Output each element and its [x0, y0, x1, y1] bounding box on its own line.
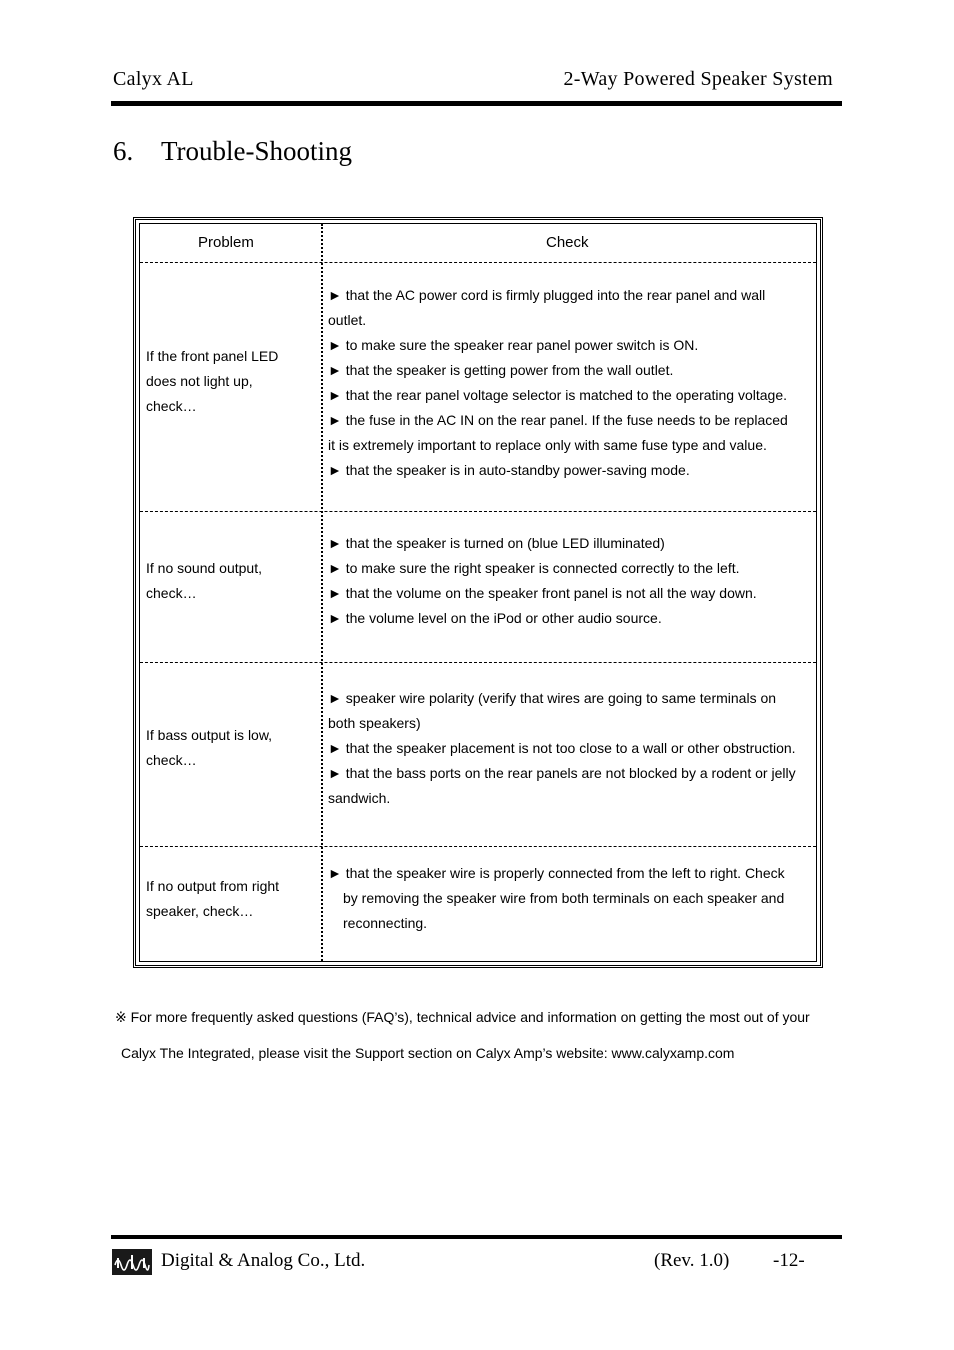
check-line: it is extremely important to replace only with same fuse type and value. [328, 437, 767, 453]
problem-line: speaker, check… [146, 903, 254, 919]
section-title [113, 136, 352, 167]
company-logo-icon [112, 1249, 152, 1275]
check-line: by removing the speaker wire from both terminals on each speaker and [343, 890, 785, 906]
header-document-type: 2-Way Powered Speaker System [563, 68, 833, 90]
problem-line: does not light up, [146, 373, 253, 389]
problem-line: If no output from right [146, 878, 280, 894]
footer-revision: (Rev. 1.0) [654, 1250, 730, 1271]
problem-line: If the front panel LED [146, 348, 279, 364]
row-2-problem [146, 556, 316, 606]
check-line: ► to make sure the speaker rear panel power switch is ON. [328, 337, 699, 353]
table-inner [139, 223, 817, 962]
check-line: ► that the speaker placement is not too close to a wall or other obstruction. [328, 740, 796, 756]
section-number: 6. [113, 136, 134, 166]
row-divider [140, 846, 816, 847]
check-line: both speakers) [328, 715, 421, 731]
row-3-check [328, 686, 810, 811]
problem-line: If bass output is low, [146, 727, 273, 743]
check-line: ► that the bass ports on the rear panels are not blocked by a rodent or jelly [328, 765, 796, 781]
problem-line: check… [146, 585, 197, 601]
check-line: ► that the speaker wire is properly connected from the left to right. Check [328, 865, 785, 881]
check-line: ► that the speaker is turned on (blue LED illuminated) [328, 535, 665, 551]
header-product-name: Calyx AL [113, 68, 194, 90]
faq-note-line-2: Calyx The Integrated, please visit the Support section on Calyx Amp’s website: www.calyxamp.com [121, 1045, 735, 1061]
row-3-problem [146, 723, 316, 773]
column-divider [321, 224, 323, 961]
footer-rule [111, 1235, 842, 1239]
check-line: ► that the rear panel voltage selector is matched to the operating voltage. [328, 387, 788, 403]
row-2-check [328, 531, 810, 631]
check-line: ► to make sure the right speaker is connected correctly to the left. [328, 560, 740, 576]
check-line: reconnecting. [343, 915, 428, 931]
problem-line: If no sound output, [146, 560, 262, 576]
row-1-check [328, 283, 810, 483]
header-problem: Problem [198, 234, 254, 251]
header-check: Check [546, 234, 589, 251]
check-line: ► the fuse in the AC IN on the rear panel. If the fuse needs to be replaced [328, 412, 788, 428]
row-divider [140, 262, 816, 263]
troubleshooting-table [133, 217, 823, 968]
section-title-text: Trouble-Shooting [161, 136, 353, 166]
problem-line: check… [146, 398, 197, 414]
row-4-problem [146, 874, 316, 924]
faq-note-line-1: ※ For more frequently asked questions (FAQ’s), technical advice and information on getting the most out of your [115, 1009, 810, 1025]
check-line: sandwich. [328, 790, 391, 806]
row-divider [140, 511, 816, 512]
check-line: outlet. [328, 312, 367, 328]
check-line: ► speaker wire polarity (verify that wires are going to same terminals on [328, 690, 777, 706]
problem-line: check… [146, 752, 197, 768]
header-rule [111, 101, 842, 106]
footer-company-name: Digital & Analog Co., Ltd. [161, 1250, 366, 1271]
check-line: ► that the speaker is getting power from the wall outlet. [328, 362, 674, 378]
footer-page-number: -12- [773, 1250, 805, 1271]
check-line: ► that the AC power cord is firmly plugged into the rear panel and wall [328, 287, 766, 303]
row-4-check [328, 861, 810, 936]
check-line: ► that the volume on the speaker front panel is not all the way down. [328, 585, 757, 601]
check-line: ► that the speaker is in auto-standby power-saving mode. [328, 462, 690, 478]
check-line: ► the volume level on the iPod or other audio source. [328, 610, 662, 626]
row-divider [140, 662, 816, 663]
row-1-problem [146, 344, 316, 419]
